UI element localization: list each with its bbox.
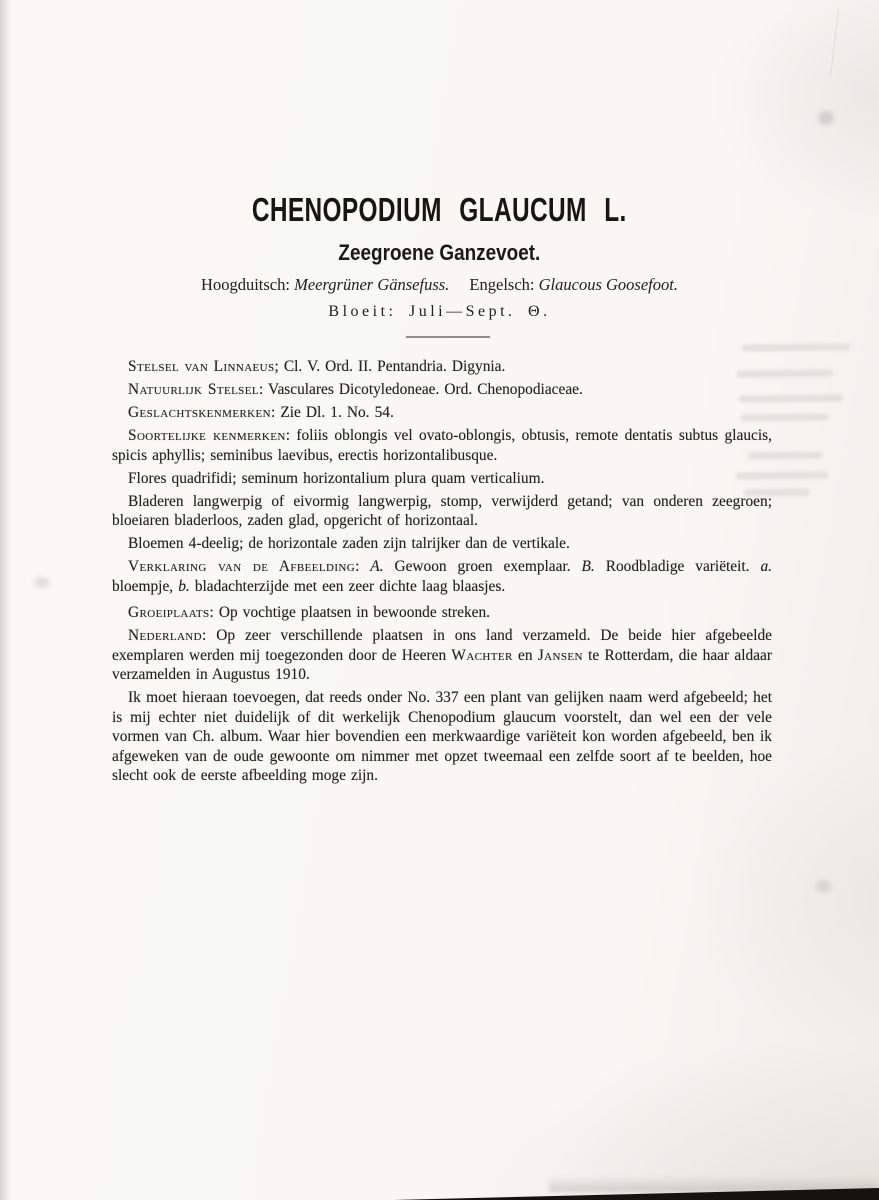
figure-text-B: Roodbladige variëteit. [594, 558, 761, 575]
paper-smudge [34, 577, 50, 588]
figure-text-A: Gewoon groen exemplaar. [383, 558, 582, 575]
text-netherlands-2: en [512, 646, 538, 664]
collector-name-wachter: Wachter [451, 646, 513, 664]
english-name: Glaucous Goosefoot. [538, 275, 678, 294]
body-text [112, 357, 772, 786]
figure-ref-A: A. [370, 558, 384, 575]
text-natural-system: : Vasculares Dicotyledoneae. Ord. Chenopodiaceae. [258, 381, 583, 398]
paper-smudge [818, 111, 834, 125]
paragraph-natural-system [112, 380, 772, 400]
showthrough-text-line [742, 343, 850, 351]
german-name: Meergrüner Gänsefuss. [294, 275, 450, 294]
paragraph-netherlands [112, 626, 772, 685]
english-label: Engelsch: [469, 275, 535, 294]
figure-ref-a: a. [760, 558, 772, 575]
paragraph-genus-characters [112, 403, 772, 423]
collector-name-jansen: Jansen [537, 646, 583, 664]
figure-colon: : [355, 558, 371, 575]
text-genus-characters: : Zie Dl. 1. No. 54. [270, 404, 394, 421]
label-netherlands: Nederland [128, 627, 202, 644]
text-linnaeus-system: ; Cl. V. Ord. II. Pentandria. Digynia. [274, 358, 506, 375]
label-habitat: Groeiplaats [128, 604, 210, 621]
paragraph-bladeren: Bladeren langwerpig of eivormig langwerpig, stomp, verwijderd getand; van onderen zeegroen; bloeiaren bladerloos, zaden glad, opgericht of horizontaal. [112, 492, 772, 529]
paragraph-bloemen: Bloemen 4-deelig; de horizontale zaden zijn talrijker dan de vertikale. [128, 535, 570, 552]
scan-left-edge [0, 0, 11, 1200]
section-divider-rule [406, 336, 490, 338]
dutch-common-name-text: Zeegroene Ganzevoet. [338, 240, 541, 265]
species-title [0, 193, 879, 226]
label-genus-characters: Geslachtskenmerken [128, 404, 271, 421]
figure-ref-b: b. [178, 577, 190, 595]
figure-text-b: bladachterzijde met een zeer dichte laag blaasjes. [189, 577, 506, 595]
species-title-text: CHENOPODIUM GLAUCUM L. [252, 191, 627, 228]
dutch-common-name [0, 242, 879, 264]
bloom-period-line: Bloeit: Juli—Sept. Θ. [328, 303, 551, 320]
text-netherlands-1: : Op zeer verschillende plaatsen in ons land verzameld. De beide hier afgebeelde exemplaren werden mij toegezonden door de Heeren [112, 627, 772, 664]
paper-smudge [816, 880, 831, 893]
text-species-characters: : foliis oblongis vel ovato-oblongis, obtusis, remote dentatis subtus glaucis, spicis aphyllis; seminibus laevibus, erectis horizontalibusque. [112, 427, 773, 464]
text-habitat: : Op vochtige plaatsen in bewoonde streken. [209, 604, 491, 621]
paragraph-linnaeus-system [112, 357, 772, 377]
text-netherlands-3: te Rotterdam, die haar aldaar verzamelden in Augustus 1910. [112, 646, 772, 683]
paragraph-species-characters [112, 426, 772, 465]
paragraph-flores: Flores quadrifidi; seminum horizontalium plura quam verticalium. [128, 469, 545, 487]
paragraph-figure-explanation [112, 557, 772, 596]
label-species-characters: Soortelijke kenmerken [128, 427, 286, 444]
label-figure-explanation: Verklaring van de Afbeelding [128, 558, 356, 575]
paragraph-author-note: Ik moet hieraan toevoegen, dat reeds onder No. 337 een plant van gelijken naam werd afgebeeld; het is mij echter niet duidelijk of dit werkelijk Chenopodium glaucum voorstelt, dan wel een der vele vormen van Ch. album. Waar hier bovendien een merkwaardige variëteit kon worden afgebeeld, ben ik afgeweken van de oude gewoonte om nimmer met opzet tweemaal een zelfde soort af te beelden, hoe slecht ook de eerste afbeelding moge zijn. [112, 689, 772, 784]
foreign-names-line [0, 276, 879, 294]
figure-text-a: bloempje, [112, 577, 179, 595]
label-natural-system: Natuurlijk Stelsel [128, 381, 259, 398]
german-label: Hoogduitsch: [201, 275, 290, 294]
label-linnaeus-system: Stelsel van Linnaeus [128, 358, 275, 375]
paper-crease [830, 8, 840, 78]
figure-ref-B: B. [581, 558, 595, 575]
paragraph-habitat [112, 603, 772, 623]
